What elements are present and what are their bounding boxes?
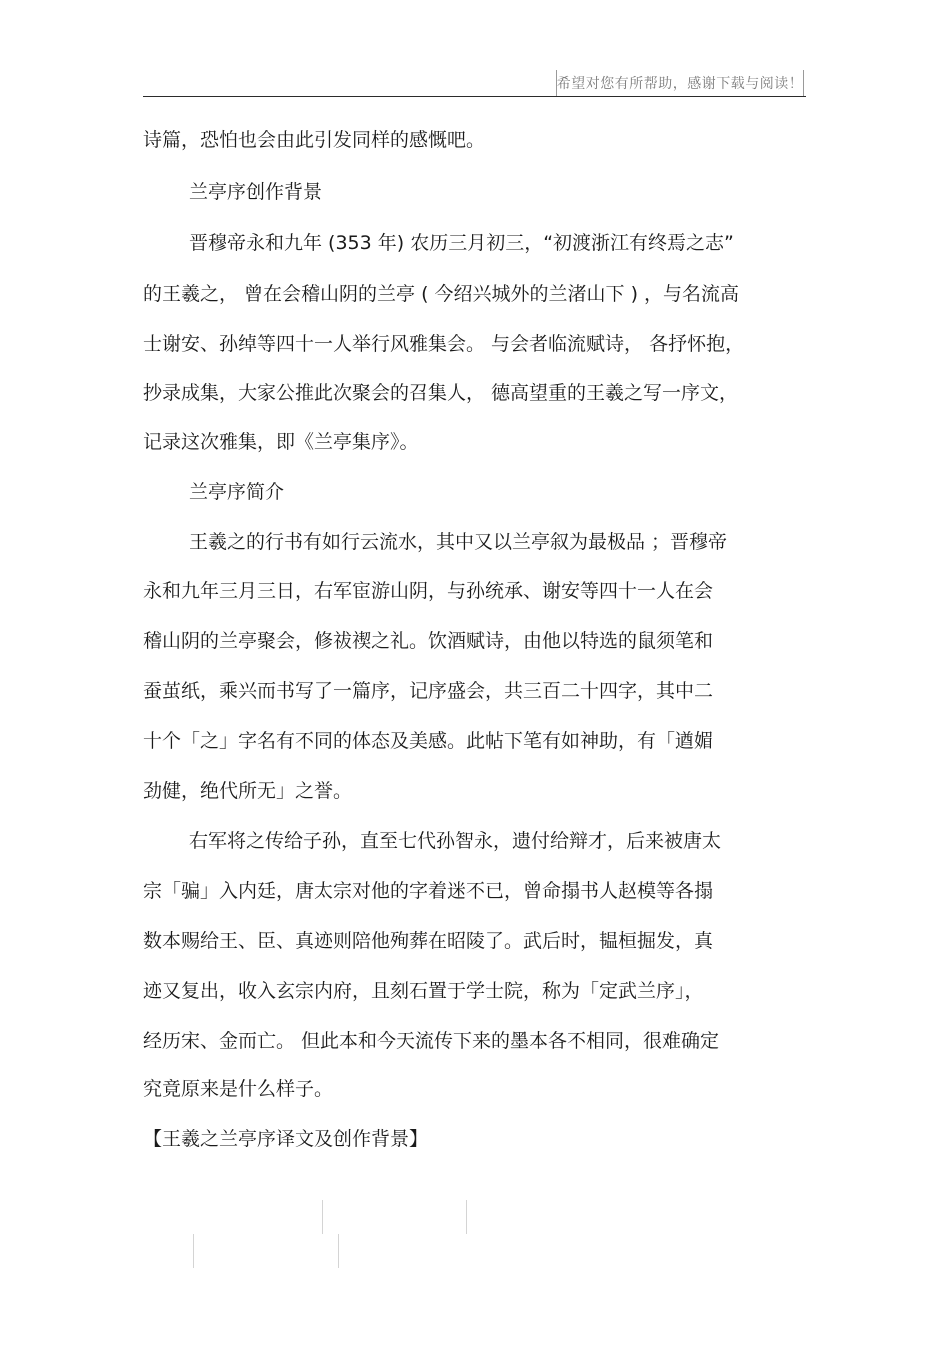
body-line: 稽山阴的兰亭聚会，修祓禊之礼。饮酒赋诗，由他以特选的鼠须笔和 bbox=[143, 630, 714, 652]
body-line: 宗「骗」入内廷，唐太宗对他的字着迷不已，曾命搨书人赵模等各搨 bbox=[143, 880, 714, 902]
body-line: 数本赐给王、臣、真迹则陪他殉葬在昭陵了。武后时，韫桓掘发，真 bbox=[143, 930, 714, 952]
section-heading-background: 兰亭序创作背景 bbox=[189, 181, 323, 203]
body-line: 右军将之传给子孙，直至七代孙智永，遗付给辩才，后来被唐太 bbox=[189, 830, 722, 852]
body-line: 究竟原来是什么样子。 bbox=[143, 1078, 334, 1100]
scan-artifact-mark bbox=[338, 1234, 339, 1268]
scan-artifact-mark bbox=[466, 1200, 467, 1234]
body-line: 劲健，绝代所无」之誉。 bbox=[143, 780, 353, 802]
body-line: 经历宋、金而亡。 但此本和今天流传下来的墨本各不相同，很难确定 bbox=[143, 1030, 720, 1052]
body-line: 抄录成集，大家公推此次聚会的召集人， 德高望重的王羲之写一序文， bbox=[143, 382, 739, 404]
body-line: 永和九年三月三日，右军宦游山阴，与孙统承、谢安等四十一人在会 bbox=[143, 580, 714, 602]
body-line: 士谢安、孙绰等四十一人举行风雅集会。 与会者临流赋诗， 各抒怀抱， bbox=[143, 333, 745, 355]
header-note: 希望对您有所帮助，感谢下载与阅读！ bbox=[556, 70, 804, 96]
body-line: 王羲之的行书有如行云流水，其中又以兰亭叙为最极品 ；晋穆帝 bbox=[189, 531, 728, 553]
header-rule bbox=[143, 96, 806, 97]
body-line: 迹又复出，收入玄宗内府，且刻石置于学士院，称为「定武兰序」， bbox=[143, 980, 704, 1002]
body-line: 的王羲之， 曾在会稽山阴的兰亭 ( 今绍兴城外的兰渚山下 ) ，与名流高 bbox=[143, 283, 740, 305]
body-line: 记录这次雅集，即《兰亭集序》。 bbox=[143, 431, 419, 453]
section-heading-intro: 兰亭序简介 bbox=[189, 481, 285, 503]
article-title: 【王羲之兰亭序译文及创作背景】 bbox=[143, 1128, 429, 1150]
body-line: 蚕茧纸，乘兴而书写了一篇序，记序盛会，共三百二十四字，其中二 bbox=[143, 680, 714, 702]
body-line: 十个「之」字名有不同的体态及美感。此帖下笔有如神助，有「遒媚 bbox=[143, 730, 714, 752]
scan-artifact-mark bbox=[322, 1200, 323, 1234]
scan-artifact-mark bbox=[193, 1234, 194, 1268]
body-line: 晋穆帝永和九年 (353 年) 农历三月初三，“初渡浙江有终焉之志” bbox=[189, 232, 734, 254]
body-line: 诗篇，恐怕也会由此引发同样的感慨吧。 bbox=[143, 129, 486, 151]
